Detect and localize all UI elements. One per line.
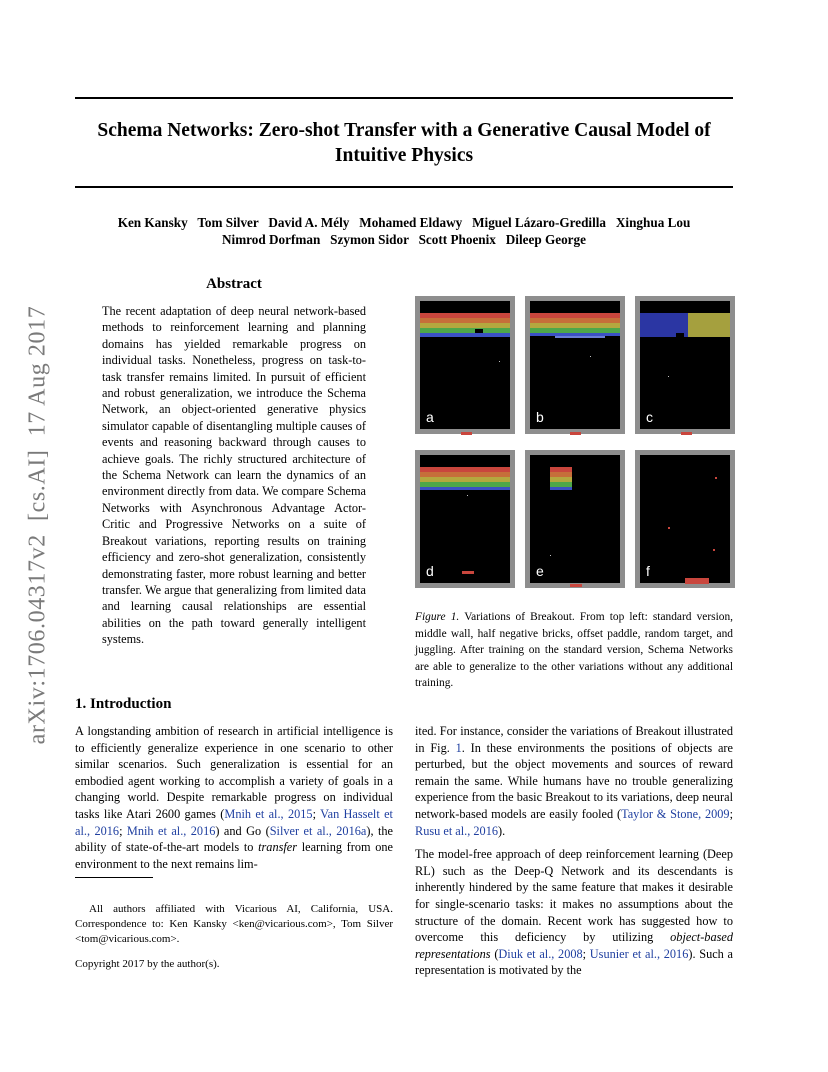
intro-text: ; xyxy=(582,946,590,961)
intro-text: ). Such a representation is motivated by the xyxy=(415,946,734,978)
paragraph xyxy=(415,723,733,839)
citation-link[interactable]: Taylor & Stone, 2009 xyxy=(621,806,730,821)
juggling-ball-2 xyxy=(668,527,670,529)
ball xyxy=(668,376,669,377)
middle-wall xyxy=(555,336,605,338)
panel-b-middle-wall xyxy=(525,296,625,434)
intro-text: ; xyxy=(729,806,734,821)
brick-row-blue xyxy=(420,487,510,490)
intro-text: . In these environments the positions of objects are perturbed, but the object movements and sources of reward remain the same. While humans have no trouble generalizing experience from the basic Breakout to its variations, deep neural network-based models are easily fooled ( xyxy=(415,740,733,821)
brick-rows xyxy=(420,313,510,337)
intro-column-right xyxy=(415,723,733,979)
intro-text: ited. For instance, consider the variations of Breakout illustrated in Fig. xyxy=(415,724,733,755)
abstract-heading: Abstract xyxy=(206,276,262,292)
paddle xyxy=(462,571,474,574)
citation-link[interactable]: Rusu et al., 2016 xyxy=(415,823,498,838)
panel-a-standard xyxy=(415,296,515,434)
intro-emphasis: object-based representations xyxy=(415,930,733,961)
brick-row-blue xyxy=(550,487,572,490)
intro-text: ), the ability of state-of-the-art models to xyxy=(75,823,393,855)
paddle xyxy=(570,432,581,435)
citation-link[interactable]: Mnih et al., 2015 xyxy=(224,806,313,821)
panel-e-random-target xyxy=(525,450,625,588)
brick-rows xyxy=(530,313,620,336)
paddle xyxy=(681,432,692,435)
intro-text: ( xyxy=(490,946,499,961)
panel-label-e: e xyxy=(536,563,544,579)
intro-text: ) and Go ( xyxy=(215,823,270,838)
citation-link[interactable]: Mnih et al., 2016 xyxy=(126,823,216,838)
intro-text: learning from one environment to the next remains lim- xyxy=(75,840,393,871)
top-rule xyxy=(75,97,733,99)
title-bottom-rule xyxy=(75,186,733,188)
panel-d-offset-paddle xyxy=(415,450,515,588)
ball xyxy=(467,495,468,496)
caption-text: Variations of Breakout. From top left: standard version, middle wall, half negative bricks, offset paddle, random target, and juggling. After training on the standard version, Schema Networks are able to generalize to the other variations without any additional training. xyxy=(415,611,733,689)
intro-text: ; xyxy=(119,823,127,838)
paddle xyxy=(570,584,582,587)
negative-bricks-right xyxy=(688,313,730,337)
target-bricks xyxy=(550,467,572,490)
footnote-rule xyxy=(75,877,153,878)
figure-caption xyxy=(415,609,733,692)
panel-label-f: f xyxy=(646,563,650,579)
arxiv-id: arXiv:1706.04317v2 [cs.AI] 17 Aug 2017 xyxy=(24,305,51,745)
citation-link[interactable]: Diuk et al., 2008 xyxy=(498,946,583,961)
brick-rows xyxy=(420,467,510,490)
panel-c-half-negative xyxy=(635,296,735,434)
ball xyxy=(590,356,591,357)
intro-text: ; xyxy=(312,806,321,821)
affiliation-footnote: All authors affiliated with Vicarious AI, California, USA. Correspondence to: Ken Kansky <ken@vicarious.com>, Tom Silver <tom@vicarious.com>. xyxy=(75,903,393,945)
citation-link[interactable]: Van Hasselt et al., 2016 xyxy=(75,806,393,838)
intro-text: ). xyxy=(498,823,506,838)
authors-line-1: Ken Kansky Tom Silver David A. Mély Mohamed Eldawy Miguel Lázaro-Gredilla Xinghua Lou xyxy=(117,215,691,230)
paddle xyxy=(685,578,709,584)
citation-link[interactable]: Usunier et al., 2016 xyxy=(589,946,689,961)
author-list xyxy=(75,214,733,248)
brick-row-blue xyxy=(420,333,510,337)
copyright-notice: Copyright 2017 by the author(s). xyxy=(75,958,220,970)
title-line-2: Intuitive Physics xyxy=(334,145,474,166)
intro-column-left xyxy=(75,723,393,872)
caption-label: Figure 1. xyxy=(415,611,460,623)
paper-title xyxy=(75,118,733,168)
brick-gap xyxy=(475,329,483,333)
figure-ref-link[interactable]: 1 xyxy=(455,740,462,755)
panel-label-a: a xyxy=(426,409,434,425)
intro-emphasis: transfer xyxy=(258,840,298,855)
citation-link[interactable]: Silver et al., 2016a xyxy=(269,823,367,838)
paragraph xyxy=(415,846,733,979)
juggling-ball-1 xyxy=(715,477,717,479)
authors-line-2: Nimrod Dorfman Szymon Sidor Scott Phoenix Dileep George xyxy=(222,232,586,247)
intro-text: A longstanding ambition of research in artificial intelligence is to efficiently generalize experience in one scenario to other similar scenarios. Such generalization is essential for an embodied agent working to accomplish a variety of goals in a changing world. Despite remarkable progress on individual tasks like Atari 2600 games ( xyxy=(75,724,393,821)
panel-label-d: d xyxy=(426,563,434,579)
abstract-text: The recent adaptation of deep neural network-based methods to reinforcement learning and planning domains has yielded remarkable progress on individual tasks. Nonetheless, progress on task-to-task transfer remains limited. In pursuit of efficient and robust generalization, we introduce the Schema Network, an object-oriented generative physics simulator capable of disentangling multiple causes of events and reasoning backward through causes to achieve goals. The richly structured architecture of the Schema Network can learn the dynamics of an environment directly from data. We compare Schema Networks with Asynchronous Advantage Actor-Critic and Progressive Networks on a suite of Breakout variations, reporting results on training efficiency and zero-shot generalization, consistently demonstrating faster, more robust learning and better transfer. We argue that generalizing from limited data and learning causal relationships are essential abilities on the path toward generally intelligent systems. xyxy=(102,304,366,647)
intro-text: The model-free approach of deep reinforcement learning (Deep RL) such as the Deep-Q Network and its descendants is inherently hindered by the same feature that makes it desirable for single-scenario tasks: it makes no assumptions about the structure of the domain. Recent work has suggested how to overcome this deficiency by utilizing xyxy=(415,847,733,945)
paddle xyxy=(461,432,472,435)
ball xyxy=(499,361,500,362)
panel-label-c: c xyxy=(646,409,653,425)
title-line-1: Schema Networks: Zero-shot Transfer with a Generative Causal Model of xyxy=(97,120,711,141)
ball xyxy=(550,555,551,556)
section-heading-introduction: 1. Introduction xyxy=(75,696,172,712)
panel-f-juggling xyxy=(635,450,735,588)
panel-label-b: b xyxy=(536,409,544,425)
juggling-ball-3 xyxy=(713,549,715,551)
brick-gap xyxy=(676,333,684,337)
